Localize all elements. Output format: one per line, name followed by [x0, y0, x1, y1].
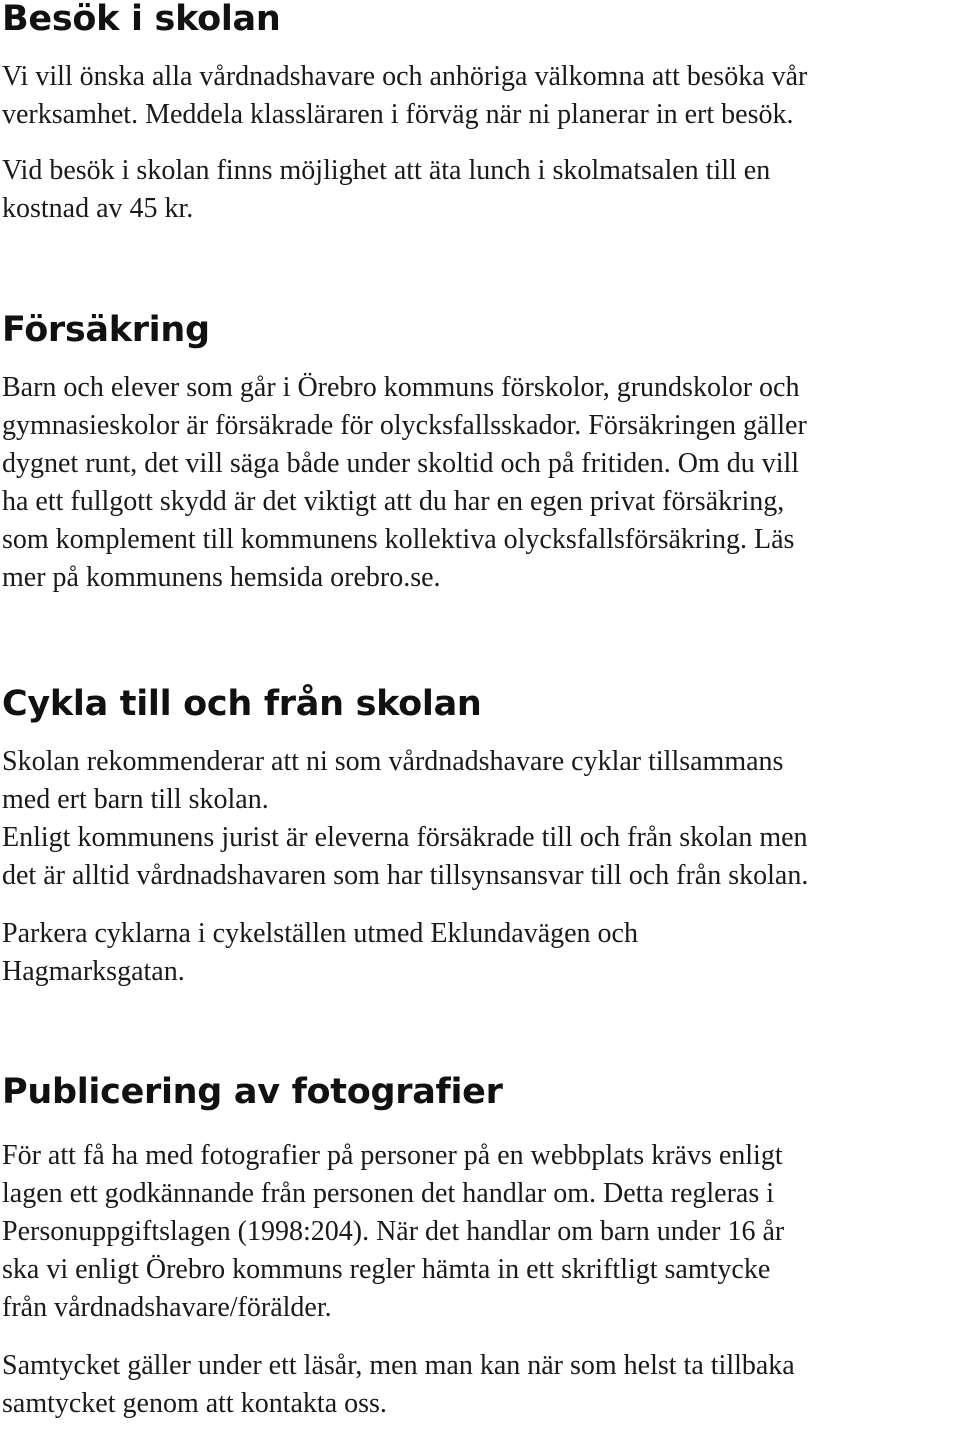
text-line: Vid besök i skolan finns möjlighet att äta lunch i skolmatsalen till en [2, 155, 771, 186]
paragraph-cykla-2 [2, 915, 638, 991]
text-line: ha ett fullgott skydd är det viktigt att du har en egen privat försäkring, [2, 486, 785, 517]
paragraph-besok-2 [2, 152, 770, 228]
text-line: Barn och elever som går i Örebro kommuns förskolor, grundskolor och [2, 372, 800, 403]
text-line: Personuppgiftslagen (1998:204). När det handlar om barn under 16 år [2, 1216, 785, 1247]
text-line: Samtycket gäller under ett läsår, men man kan när som helst ta tillbaka [2, 1350, 795, 1381]
text-line: mer på kommunens hemsida orebro.se. [2, 562, 441, 593]
text-line: som komplement till kommunens kollektiva olycksfallsförsäkring. Läs [2, 524, 795, 555]
text-line: lagen ett godkännande från personen det handlar om. Detta regleras i [2, 1178, 775, 1209]
text-line: dygnet runt, det vill säga både under skoltid och på fritiden. Om du vill [2, 448, 800, 479]
paragraph-forsakring-1 [2, 369, 807, 597]
text-line: Parkera cyklarna i cykelställen utmed Eklundavägen och [2, 918, 638, 949]
section-heading-besok: Besök i skolan [2, 0, 281, 39]
section-heading-cykla: Cykla till och från skolan [2, 684, 482, 724]
text-line: Vi vill önska alla vårdnadshavare och anhöriga välkomna att besöka vår [2, 61, 808, 92]
section-heading-forsakring: Försäkring [2, 310, 210, 350]
section-heading-publicering: Publicering av fotografier [2, 1072, 503, 1112]
text-line: gymnasieskolor är försäkrade för olycksfallsskador. Försäkringen gäller [2, 410, 807, 441]
paragraph-publicering-1 [2, 1137, 784, 1327]
paragraph-publicering-2 [2, 1347, 795, 1423]
text-line: verksamhet. Meddela klassläraren i förväg när ni planerar in ert besök. [2, 99, 794, 130]
text-line: ska vi enligt Örebro kommuns regler hämta in ett skriftligt samtycke [2, 1254, 771, 1285]
text-line: samtycket genom att kontakta oss. [2, 1388, 387, 1419]
text-line: Skolan rekommenderar att ni som vårdnadshavare cyklar tillsammans [2, 746, 784, 777]
text-line: från vårdnadshavare/förälder. [2, 1292, 332, 1323]
text-line: det är alltid vårdnadshavaren som har tillsynsansvar till och från skolan. [2, 860, 809, 891]
text-line: kostnad av 45 kr. [2, 193, 194, 224]
text-line: med ert barn till skolan. [2, 784, 269, 815]
text-line: Hagmarksgatan. [2, 956, 185, 987]
paragraph-cykla-1 [2, 743, 808, 895]
text-line: Enligt kommunens jurist är eleverna försäkrade till och från skolan men [2, 822, 808, 853]
paragraph-besok-1 [2, 58, 807, 134]
text-line: För att få ha med fotografier på personer på en webbplats krävs enligt [2, 1140, 783, 1171]
